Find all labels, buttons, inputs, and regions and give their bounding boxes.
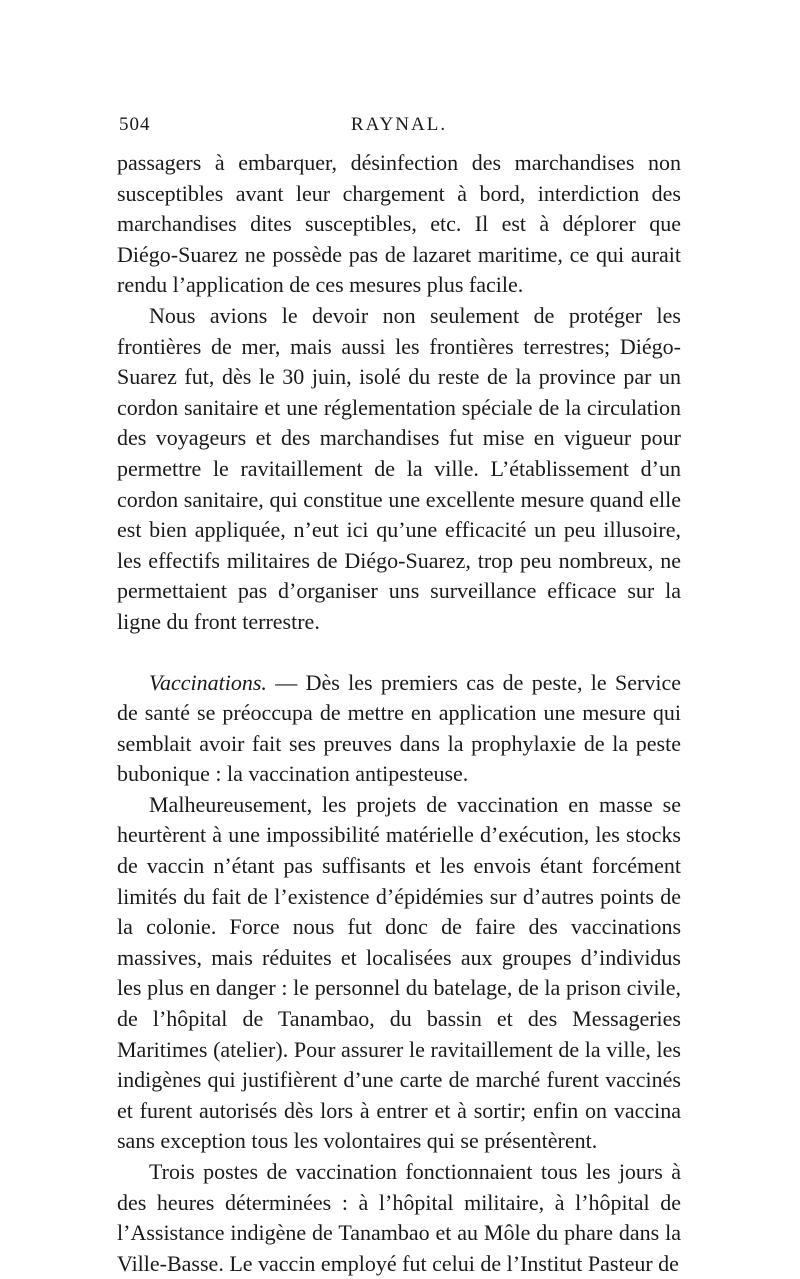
paragraph-continuation: passagers à embarquer, désinfection des marchandises non susceptibles avant leur chargement à bord, interdiction des marchandises dites susceptibles, etc. Il est à déplorer que Diégo-Suarez ne possède pas de lazaret maritime, ce qui aurait rendu l’application de ces mesures plus facile.	[117, 150, 681, 298]
paragraph-frontiers: Nous avions le devoir non seulement de protéger les frontières de mer, mais aussi les frontières terrestres; Diégo-Suarez fut, dès le 30 juin, isolé du reste de la province par un cordon sanitaire et une réglementation spéciale de la circulation des voyageurs et des marchandises fut mise en vigueur pour permettre le ravitaillement de la ville. L’établissement d’un cordon sanitaire, qui constitue une excellente mesure quand elle est bien appliquée, n’eut ici qu’une efficacité un peu illusoire, les effectifs militaires de Diégo-Suarez, trop peu nombreux, ne permettaient pas d’organiser uns surveillance efficace sur la ligne du front terrestre.	[117, 302, 681, 634]
section-heading: Vaccinations.	[149, 669, 267, 695]
vaccinations-intro-text: — Dès les premiers cas de peste, le Service de santé se préoccupa de mettre en application une mesure qui semblait avoir fait ses preuves dans la prophylaxie de la peste bubonique : la vaccination antipesteuse.	[117, 669, 681, 787]
book-page	[117, 108, 681, 1279]
paragraph-vaccinations-intro	[117, 668, 681, 790]
paragraph-vaccination-posts: Trois postes de vaccination fonctionnaient tous les jours à des heures déterminées : à l’hôpital militaire, à l’hôpital de l’Assistance indigène de Tanambao et au Môle du phare dans la Ville-Basse. Le vaccin employé fut celui de l’Institut Pasteur de	[117, 1159, 681, 1276]
running-title: RAYNAL.	[350, 114, 448, 135]
page-number: 504	[119, 114, 151, 135]
paragraph-vaccination-campaign: Malheureusement, les projets de vaccination en masse se heurtèrent à une impossibilité matérielle d’exécution, les stocks de vaccin n’étant pas suffisants et les envois étant forcément limités du fait de l’existence d’épidémies sur d’autres points de la colonie. Force nous fut donc de faire des vaccinations massives, mais réduites et localisées aux groupes d’individus les plus en danger : le personnel du batelage, de la prison civile, de l’hôpital de Tanambao, du bassin et des Messageries Maritimes (atelier). Pour assurer le ravitaillement de la ville, les indigènes qui justifièrent d’une carte de marché furent vaccinés et furent autorisés dès lors à entrer et à sortir; enfin on vaccina sans exception tous les volontaires qui se présentèrent.	[117, 791, 681, 1154]
running-head	[117, 108, 681, 148]
